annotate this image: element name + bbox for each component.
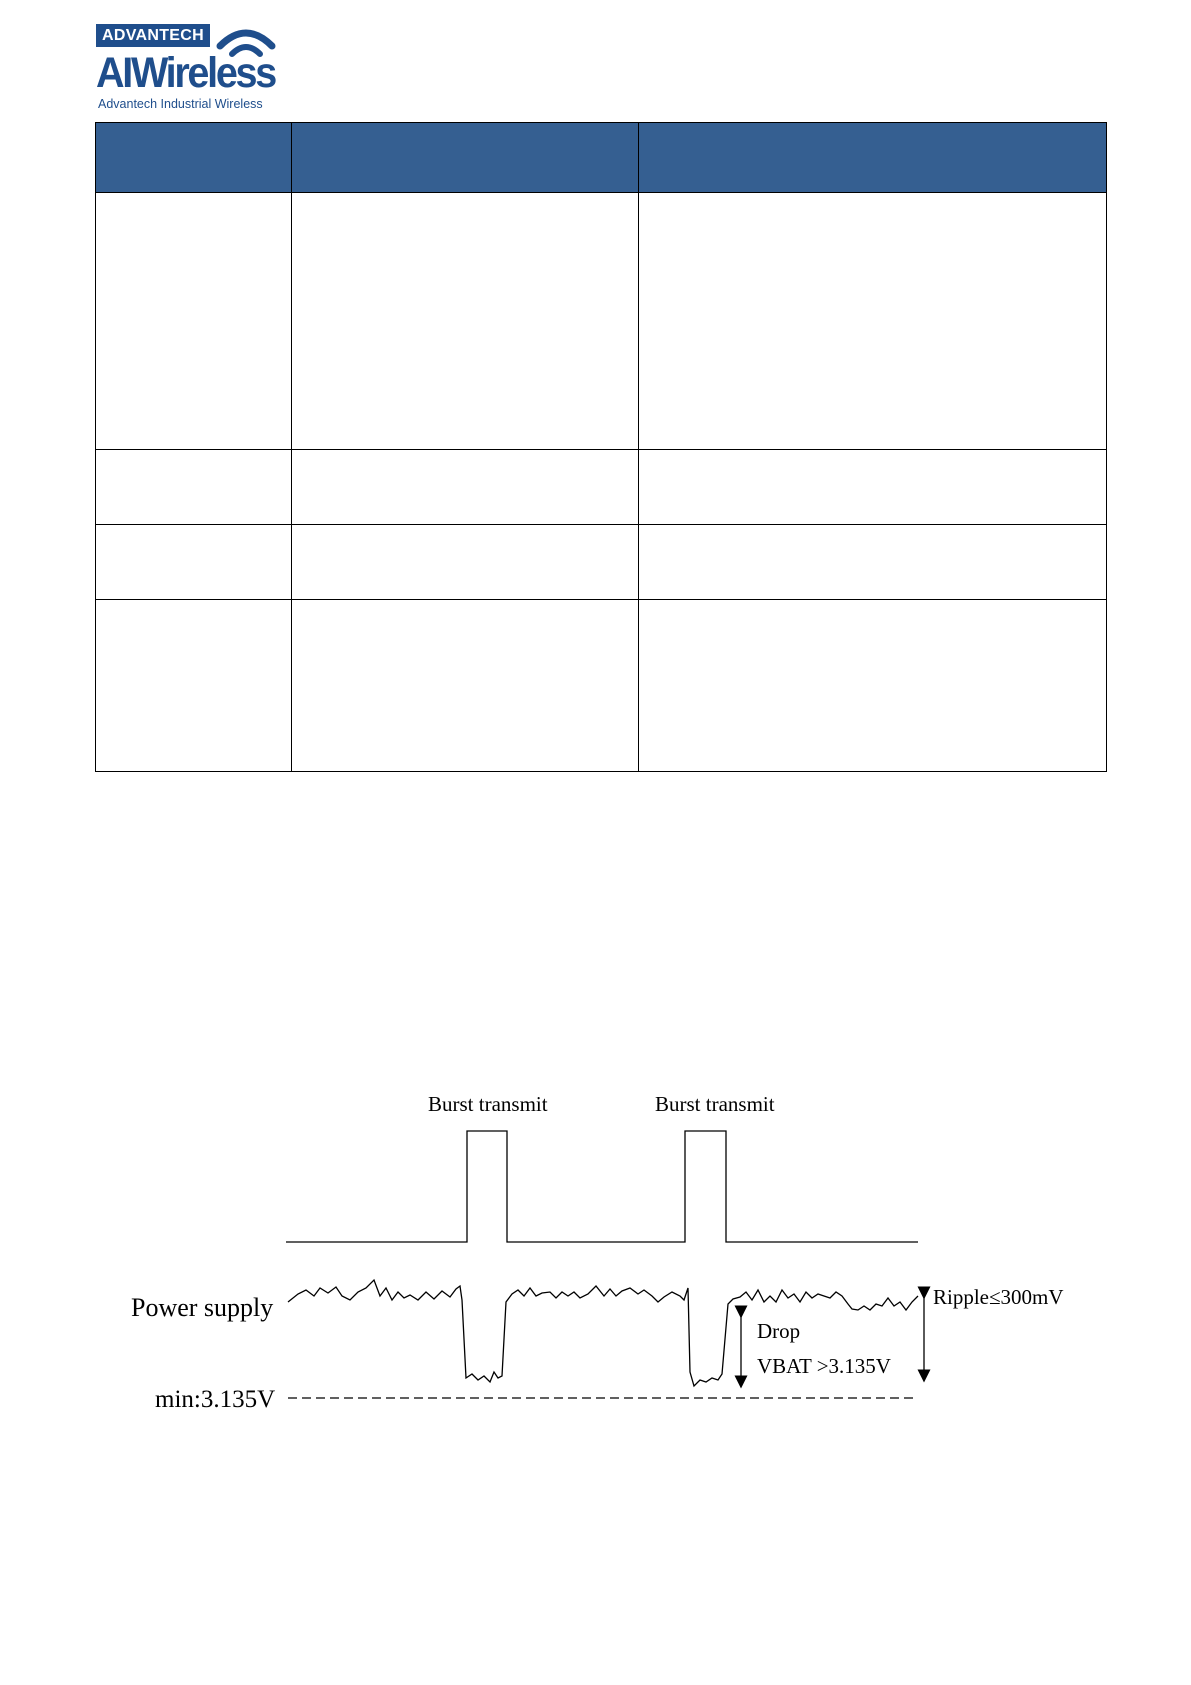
table-cell xyxy=(639,450,1107,525)
table-header-cell xyxy=(292,123,639,193)
table-cell xyxy=(96,525,292,600)
power-supply-diagram xyxy=(0,1080,1191,1440)
table-header-cell xyxy=(639,123,1107,193)
logo-product: AIWireless xyxy=(96,49,275,97)
table-cell xyxy=(639,525,1107,600)
power-supply-label: Power supply xyxy=(131,1293,274,1322)
table-row xyxy=(96,525,1107,600)
table-header-cell xyxy=(96,123,292,193)
table-cell xyxy=(292,450,639,525)
burst-label-1: Burst transmit xyxy=(428,1092,548,1116)
table-cell xyxy=(292,600,639,772)
burst-label-2: Burst transmit xyxy=(655,1092,775,1116)
table-cell xyxy=(639,600,1107,772)
burst-pulse-line xyxy=(286,1131,918,1242)
table-row xyxy=(96,600,1107,772)
table-cell xyxy=(96,600,292,772)
table-cell xyxy=(292,525,639,600)
table-header-row xyxy=(96,123,1107,193)
table-cell xyxy=(639,193,1107,450)
table-row xyxy=(96,450,1107,525)
spec-table xyxy=(95,122,1107,772)
company-logo xyxy=(96,22,286,114)
min-voltage-label: min:3.135V xyxy=(155,1386,276,1413)
drop-label: Drop xyxy=(757,1319,801,1343)
table-row xyxy=(96,193,1107,450)
table-cell xyxy=(96,193,292,450)
logo-tagline: Advantech Industrial Wireless xyxy=(98,97,263,111)
vbat-label: VBAT >3.135V xyxy=(757,1354,891,1378)
table-cell xyxy=(96,450,292,525)
ripple-label: Ripple≤300mV xyxy=(933,1285,1064,1309)
table-cell xyxy=(292,193,639,450)
logo-brand: ADVANTECH xyxy=(96,24,210,47)
